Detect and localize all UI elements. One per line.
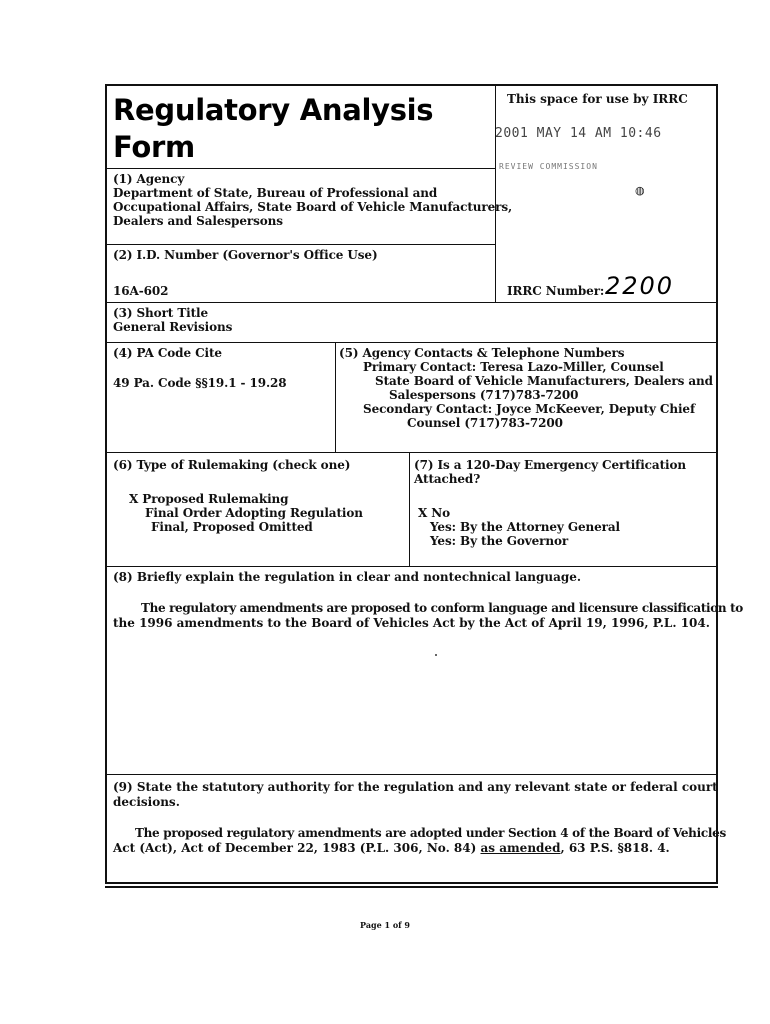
agency-section xyxy=(113,172,512,228)
explain-text-line: The regulatory amendments are proposed to conform language and licensure classification to xyxy=(141,601,743,615)
contacts-line: State Board of Vehicle Manufacturers, Dealers and xyxy=(375,374,713,388)
explain-text-line: the 1996 amendments to the Board of Vehicles Act by the Act of April 19, 1996, P.L. 104. xyxy=(113,616,710,630)
regulatory-analysis-form xyxy=(105,84,743,884)
contacts-line: Secondary Contact: Joyce McKeever, Deputy Chief xyxy=(363,402,696,416)
agency-line: Occupational Affairs, State Board of Vehicle Manufacturers, xyxy=(113,200,513,214)
pa-code-divider xyxy=(335,342,336,452)
rule-under-rulemaking xyxy=(107,566,718,567)
rulemaking-option: X Proposed Rulemaking xyxy=(129,492,289,506)
rulemaking-option: Final, Proposed Omitted xyxy=(151,520,313,534)
form-title xyxy=(113,92,433,166)
authority-text-line xyxy=(113,841,715,856)
page-number: Page 1 of 9 xyxy=(360,920,410,930)
pa-code-section xyxy=(113,346,287,390)
irrc-space-label: This space for use by IRRC xyxy=(507,92,688,106)
id-number-value: 16A-602 xyxy=(113,284,169,298)
emergency-option: Yes: By the Governor xyxy=(430,534,569,548)
emergency-label: (7) Is a 120-Day Emergency Certification xyxy=(414,458,686,472)
received-stamp: 2001 MAY 14 AM 10:46 xyxy=(495,126,662,141)
authority-text-as-amended: as amended xyxy=(480,841,561,855)
rule-under-explain xyxy=(107,774,718,775)
emergency-option: X No xyxy=(418,506,451,520)
contacts-line: Primary Contact: Teresa Lazo-Miller, Counsel xyxy=(363,360,664,374)
agency-line: Department of State, Bureau of Professional and xyxy=(113,186,438,200)
pa-code-value: 49 Pa. Code §§19.1 - 19.28 xyxy=(113,376,287,390)
authority-section xyxy=(113,780,726,856)
irrc-number-handwritten: 2200 xyxy=(605,272,675,300)
short-title-section xyxy=(113,306,232,334)
contacts-section xyxy=(339,346,717,430)
rulemaking-label: (6) Type of Rulemaking (check one) xyxy=(113,458,351,472)
short-title-value: General Revisions xyxy=(113,320,233,334)
received-stamp-sub: REVIEW COMMISSION xyxy=(499,162,598,171)
explain-section xyxy=(113,570,743,631)
id-number-section xyxy=(113,248,378,262)
explain-dot xyxy=(435,654,437,656)
contacts-line: Salespersons (717)783-7200 xyxy=(389,388,579,402)
rule-under-agency xyxy=(107,244,495,245)
agency-line: Dealers and Salespersons xyxy=(113,214,283,228)
authority-text-a: Act (Act), Act of December 22, 1983 (P.L. 306, No. 84) xyxy=(113,841,481,855)
id-number-label: (2) I.D. Number (Governor's Office Use) xyxy=(113,248,378,262)
short-title-label: (3) Short Title xyxy=(113,306,209,320)
contacts-label: (5) Agency Contacts & Telephone Numbers xyxy=(339,346,625,360)
form-title-line2: Form xyxy=(113,130,195,164)
pa-code-label: (4) PA Code Cite xyxy=(113,346,222,360)
agency-label: (1) Agency xyxy=(113,172,185,186)
form-bottom-rule xyxy=(105,886,718,888)
rulemaking-divider xyxy=(409,452,410,566)
emergency-label-cont: Attached? xyxy=(414,472,481,486)
emergency-option: Yes: By the Attorney General xyxy=(430,520,621,534)
rule-under-short-title xyxy=(107,342,718,343)
stamp-mark-icon: ◍ xyxy=(635,184,645,197)
rule-under-title xyxy=(107,168,495,169)
authority-label-cont: decisions. xyxy=(113,795,180,809)
form-title-line1: Regulatory Analysis xyxy=(113,93,434,127)
emergency-section xyxy=(414,458,686,548)
rulemaking-option: Final Order Adopting Regulation xyxy=(145,506,363,520)
authority-label: (9) State the statutory authority for the regulation and any relevant state or federal court xyxy=(113,780,718,794)
irrc-number-label: IRRC Number: xyxy=(507,284,605,298)
rulemaking-section xyxy=(113,458,363,534)
rule-under-contacts xyxy=(107,452,718,453)
authority-text-c: , 63 P.S. §818. 4. xyxy=(560,841,670,855)
explain-label: (8) Briefly explain the regulation in clear and nontechnical language. xyxy=(113,570,582,584)
contacts-line: Counsel (717)783-7200 xyxy=(407,416,563,430)
rule-under-id xyxy=(107,302,718,303)
authority-text-line: The proposed regulatory amendments are adopted under Section 4 of the Board of Vehicles xyxy=(135,826,726,840)
